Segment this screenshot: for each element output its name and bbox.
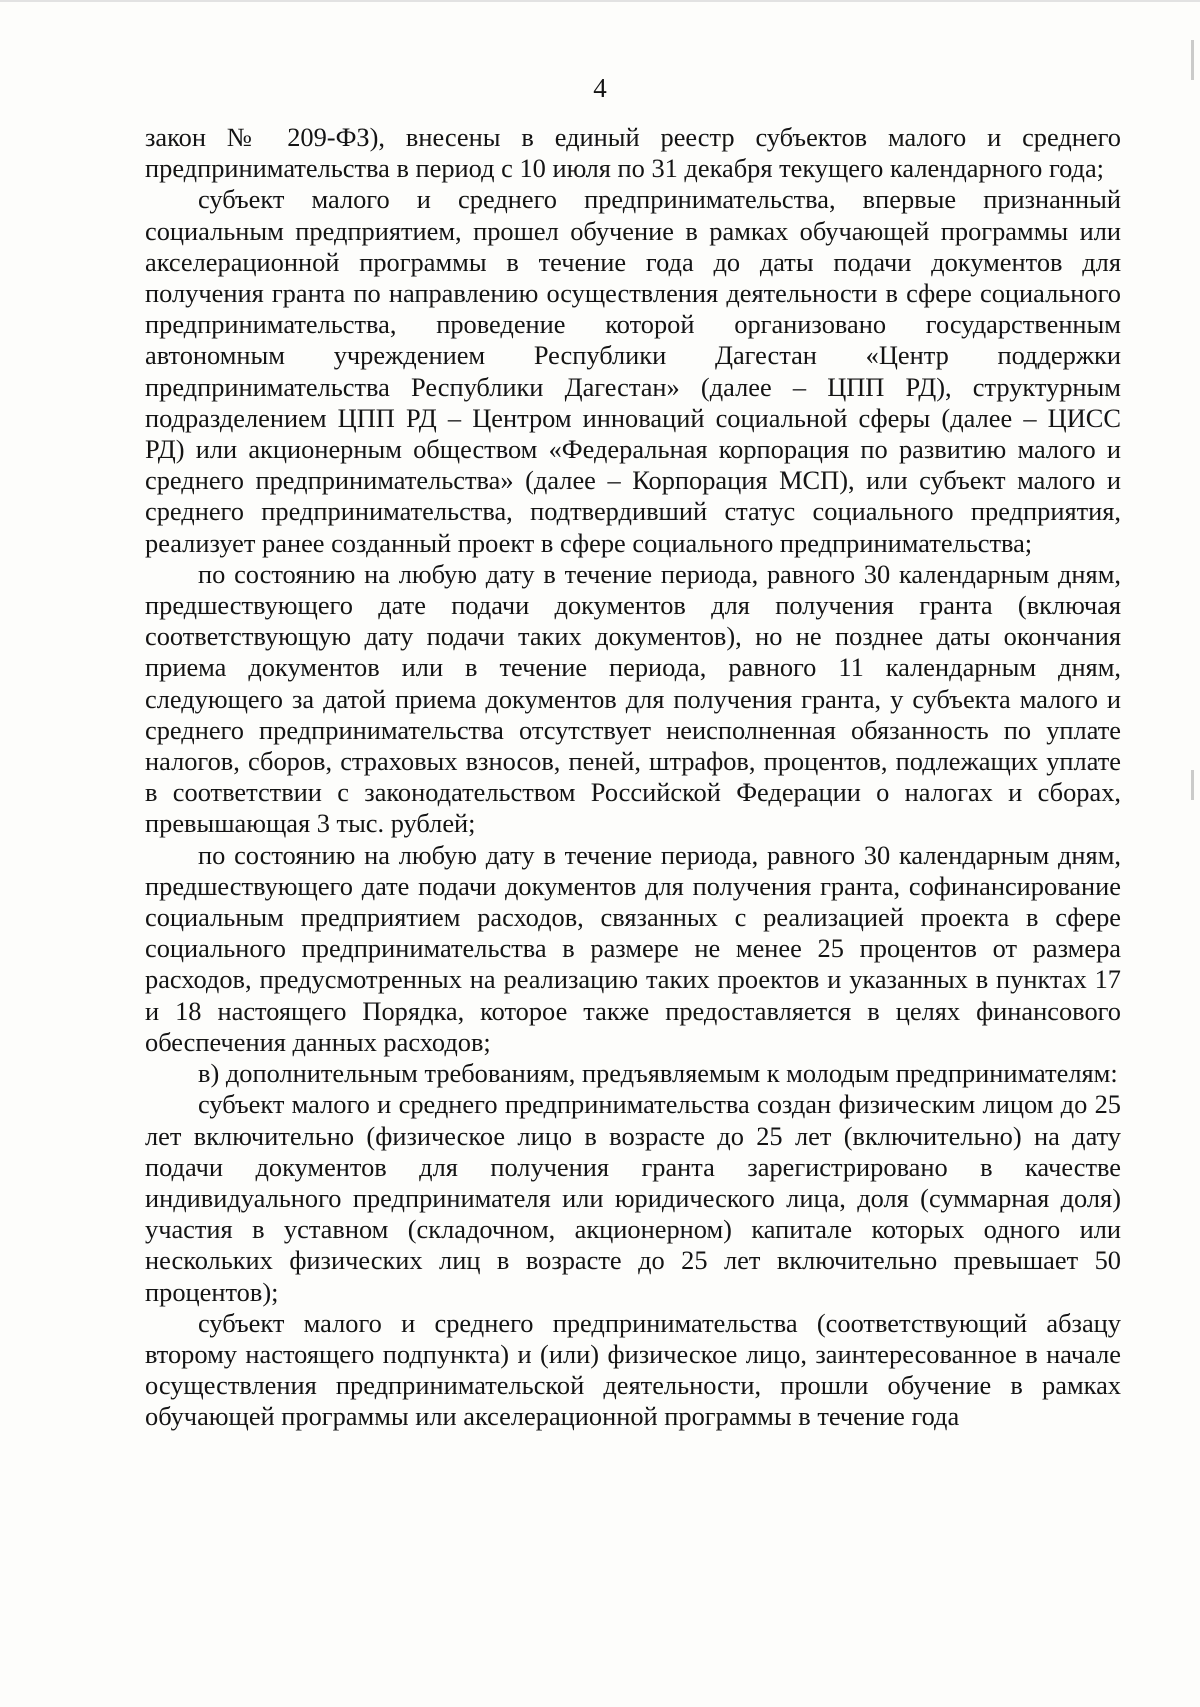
paragraph: по состоянию на любую дату в течение периода, равного 30 календарным дням, предшествующего дате подачи документов для получения гранта, софинансирование социальным предприятием расходов, связанных с реализацией проекта в сфере социального предпринимательства в размере не менее 25 процентов от размера расходов, предусмотренных на реализацию таких проектов и указанных в пунктах 17 и 18 настоящего Порядка, которое также предоставляется в целях финансового обеспечения данных расходов; <box>145 839 1121 1057</box>
paragraph: субъект малого и среднего предпринимательства создан физическим лицом до 25 лет включительно (физическое лицо в возрасте до 25 лет (включительно) на дату подачи документов для получения гранта зарегистрировано в качестве индивидуального предпринимателя или юридического лица, доля (суммарная доля) участия в уставном (складочном, акционерном) капитале которых одного или нескольких физических лиц в возрасте до 25 лет включительно превышает 50 процентов); <box>145 1089 1121 1307</box>
scan-artifact <box>1191 770 1194 800</box>
paragraph: по состоянию на любую дату в течение периода, равного 30 календарным дням, предшествующего дате подачи документов для получения гранта (включая соответствующую дату подачи таких документов), но не позднее даты окончания приема документов или в течение периода, равного 11 календарным дням, следующего за датой приема документов для получения гранта, у субъекта малого и среднего предпринимательства отсутствует неисполненная обязанность по уплате налогов, сборов, страховых взносов, пеней, штрафов, процентов, подлежащих уплате в соответствии с законодательством Российской Федерации о налогах и сборах, превышающая 3 тыс. рублей; <box>145 558 1121 839</box>
paragraph: в) дополнительным требованиям, предъявляемым к молодым предпринимателям: <box>198 1058 1118 1089</box>
document-body <box>145 122 1121 1433</box>
paragraph: закон № 209-ФЗ), внесены в единый реестр субъектов малого и среднего предпринимательства в период с 10 июля по 31 декабря текущего календарного года; <box>145 122 1121 184</box>
paragraph: субъект малого и среднего предпринимательства (соответствующий абзацу второму настоящего подпункта) и (или) физическое лицо, заинтересованное в начале осуществления предпринимательской деятельности, прошли обучение в рамках обучающей программы или акселерационной программы в течение года <box>145 1307 1121 1432</box>
scan-edge <box>0 0 1200 2</box>
paragraph: субъект малого и среднего предпринимательства, впервые признанный социальным предприятием, прошел обучение в рамках обучающей программы или акселерационной программы в течение года до даты подачи документов для получения гранта по направлению осуществления деятельности в сфере социального предпринимательства, проведение которой организовано государственным автономным учреждением Республики Дагестан «Центр поддержки предпринимательства Республики Дагестан» (далее – ЦПП РД), структурным подразделением ЦПП РД – Центром инноваций социальной сферы (далее – ЦИСС РД) или акционерным обществом «Федеральная корпорация по развитию малого и среднего предпринимательства» (далее – Корпорация МСП), или субъект малого и среднего предпринимательства, подтвердивший статус социального предприятия, реализует ранее созданный проект в сфере социального предпринимательства; <box>145 184 1121 558</box>
page-number: 4 <box>593 73 607 103</box>
